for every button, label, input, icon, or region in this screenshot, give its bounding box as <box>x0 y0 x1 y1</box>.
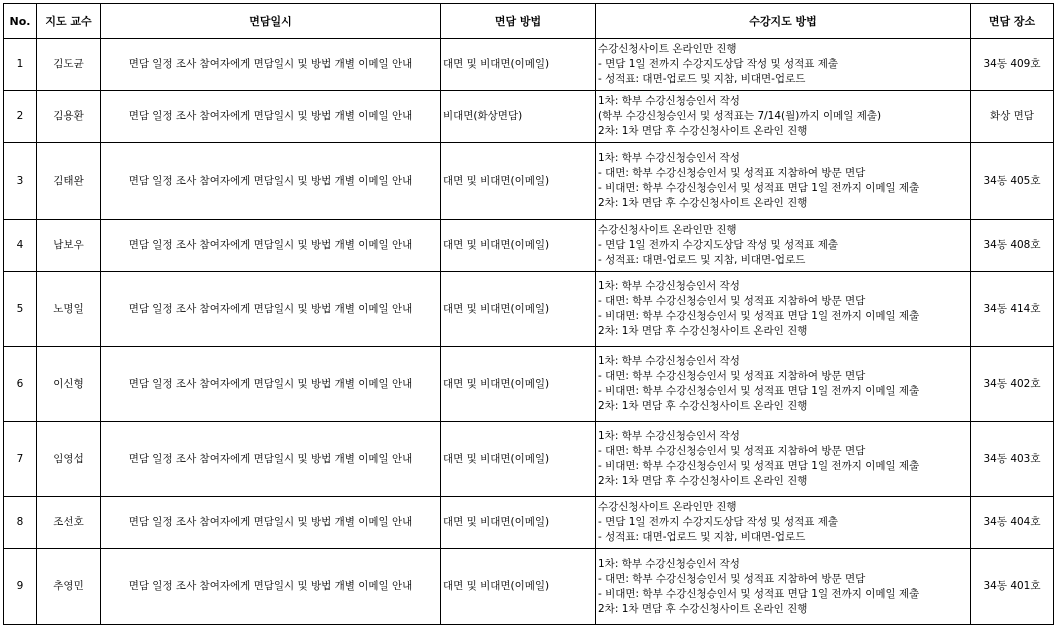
row-professor: 남보우 <box>37 220 101 272</box>
row-schedule: 면담 일정 조사 참여자에게 면담일시 및 방법 개별 이메일 안내 <box>101 272 441 347</box>
row-professor: 김태완 <box>37 143 101 220</box>
row-method: 대면 및 비대면(이메일) <box>441 143 596 220</box>
table-row <box>4 497 1054 549</box>
row-schedule: 면담 일정 조사 참여자에게 면담일시 및 방법 개별 이메일 안내 <box>101 549 441 625</box>
header-method: 면담 방법 <box>441 4 596 39</box>
row-place: 34동 403호 <box>971 422 1054 497</box>
row-no: 1 <box>4 39 37 91</box>
row-no: 9 <box>4 549 37 625</box>
row-method: 대면 및 비대면(이메일) <box>441 220 596 272</box>
row-no: 7 <box>4 422 37 497</box>
row-schedule: 면담 일정 조사 참여자에게 면담일시 및 방법 개별 이메일 안내 <box>101 91 441 143</box>
row-schedule: 면담 일정 조사 참여자에게 면담일시 및 방법 개별 이메일 안내 <box>101 347 441 422</box>
row-professor: 조선호 <box>37 497 101 549</box>
row-professor: 이신형 <box>37 347 101 422</box>
row-professor: 김도균 <box>37 39 101 91</box>
row-no: 3 <box>4 143 37 220</box>
table-row <box>4 39 1054 91</box>
table-row <box>4 347 1054 422</box>
row-place: 34동 408호 <box>971 220 1054 272</box>
table-row <box>4 272 1054 347</box>
table-row <box>4 220 1054 272</box>
row-method: 대면 및 비대면(이메일) <box>441 549 596 625</box>
row-no: 4 <box>4 220 37 272</box>
row-place: 34동 404호 <box>971 497 1054 549</box>
row-guidance: 1차: 학부 수강신청승인서 작성 - 대면: 학부 수강신청승인서 및 성적표 지참하여 방문 면담 - 비대면: 학부 수강신청승인서 및 성적표 면담 1일 전까지 이메일 제출 2차: 1차 면담 후 수강신청사이트 온라인 진행 <box>596 549 971 625</box>
row-professor: 임영섭 <box>37 422 101 497</box>
row-place: 34동 414호 <box>971 272 1054 347</box>
row-guidance: 수강신청사이트 온라인만 진행 - 면담 1일 전까지 수강지도상담 작성 및 성적표 제출 - 성적표: 대면-업로드 및 지참, 비대면-업로드 <box>596 39 971 91</box>
table-row <box>4 91 1054 143</box>
row-guidance: 1차: 학부 수강신청승인서 작성 - 대면: 학부 수강신청승인서 및 성적표 지참하여 방문 면담 - 비대면: 학부 수강신청승인서 및 성적표 면담 1일 전까지 이메일 제출 2차: 1차 면담 후 수강신청사이트 온라인 진행 <box>596 347 971 422</box>
row-schedule: 면담 일정 조사 참여자에게 면담일시 및 방법 개별 이메일 안내 <box>101 497 441 549</box>
row-schedule: 면담 일정 조사 참여자에게 면담일시 및 방법 개별 이메일 안내 <box>101 39 441 91</box>
table-row <box>4 422 1054 497</box>
row-place: 34동 409호 <box>971 39 1054 91</box>
row-schedule: 면담 일정 조사 참여자에게 면담일시 및 방법 개별 이메일 안내 <box>101 220 441 272</box>
row-guidance: 1차: 학부 수강신청승인서 작성 (학부 수강신청승인서 및 성적표는 7/14(월)까지 이메일 제출) 2차: 1차 면담 후 수강신청사이트 온라인 진행 <box>596 91 971 143</box>
row-place: 34동 405호 <box>971 143 1054 220</box>
row-method: 대면 및 비대면(이메일) <box>441 497 596 549</box>
table-row <box>4 143 1054 220</box>
header-row <box>4 4 1054 39</box>
row-guidance: 수강신청사이트 온라인만 진행 - 면담 1일 전까지 수강지도상담 작성 및 성적표 제출 - 성적표: 대면-업로드 및 지참, 비대면-업로드 <box>596 497 971 549</box>
row-method: 대면 및 비대면(이메일) <box>441 272 596 347</box>
header-schedule: 면담일시 <box>101 4 441 39</box>
row-guidance: 1차: 학부 수강신청승인서 작성 - 대면: 학부 수강신청승인서 및 성적표 지참하여 방문 면담 - 비대면: 학부 수강신청승인서 및 성적표 면담 1일 전까지 이메일 제출 2차: 1차 면담 후 수강신청사이트 온라인 진행 <box>596 143 971 220</box>
row-no: 8 <box>4 497 37 549</box>
header-professor: 지도 교수 <box>37 4 101 39</box>
row-guidance: 수강신청사이트 온라인만 진행 - 면담 1일 전까지 수강지도상담 작성 및 성적표 제출 - 성적표: 대면-업로드 및 지참, 비대면-업로드 <box>596 220 971 272</box>
header-no: No. <box>4 4 37 39</box>
row-place: 화상 면담 <box>971 91 1054 143</box>
row-method: 대면 및 비대면(이메일) <box>441 422 596 497</box>
row-method: 대면 및 비대면(이메일) <box>441 347 596 422</box>
row-professor: 김용환 <box>37 91 101 143</box>
row-method: 비대면(화상면담) <box>441 91 596 143</box>
row-no: 5 <box>4 272 37 347</box>
table-row <box>4 549 1054 625</box>
advising-schedule-table <box>3 3 1054 625</box>
row-schedule: 면담 일정 조사 참여자에게 면담일시 및 방법 개별 이메일 안내 <box>101 422 441 497</box>
row-no: 2 <box>4 91 37 143</box>
row-professor: 추영민 <box>37 549 101 625</box>
row-no: 6 <box>4 347 37 422</box>
row-place: 34동 402호 <box>971 347 1054 422</box>
row-schedule: 면담 일정 조사 참여자에게 면담일시 및 방법 개별 이메일 안내 <box>101 143 441 220</box>
row-method: 대면 및 비대면(이메일) <box>441 39 596 91</box>
row-professor: 노명일 <box>37 272 101 347</box>
row-guidance: 1차: 학부 수강신청승인서 작성 - 대면: 학부 수강신청승인서 및 성적표 지참하여 방문 면담 - 비대면: 학부 수강신청승인서 및 성적표 면담 1일 전까지 이메일 제출 2차: 1차 면담 후 수강신청사이트 온라인 진행 <box>596 422 971 497</box>
row-guidance: 1차: 학부 수강신청승인서 작성 - 대면: 학부 수강신청승인서 및 성적표 지참하여 방문 면담 - 비대면: 학부 수강신청승인서 및 성적표 면담 1일 전까지 이메일 제출 2차: 1차 면담 후 수강신청사이트 온라인 진행 <box>596 272 971 347</box>
row-place: 34동 401호 <box>971 549 1054 625</box>
header-guidance: 수강지도 방법 <box>596 4 971 39</box>
header-place: 면담 장소 <box>971 4 1054 39</box>
